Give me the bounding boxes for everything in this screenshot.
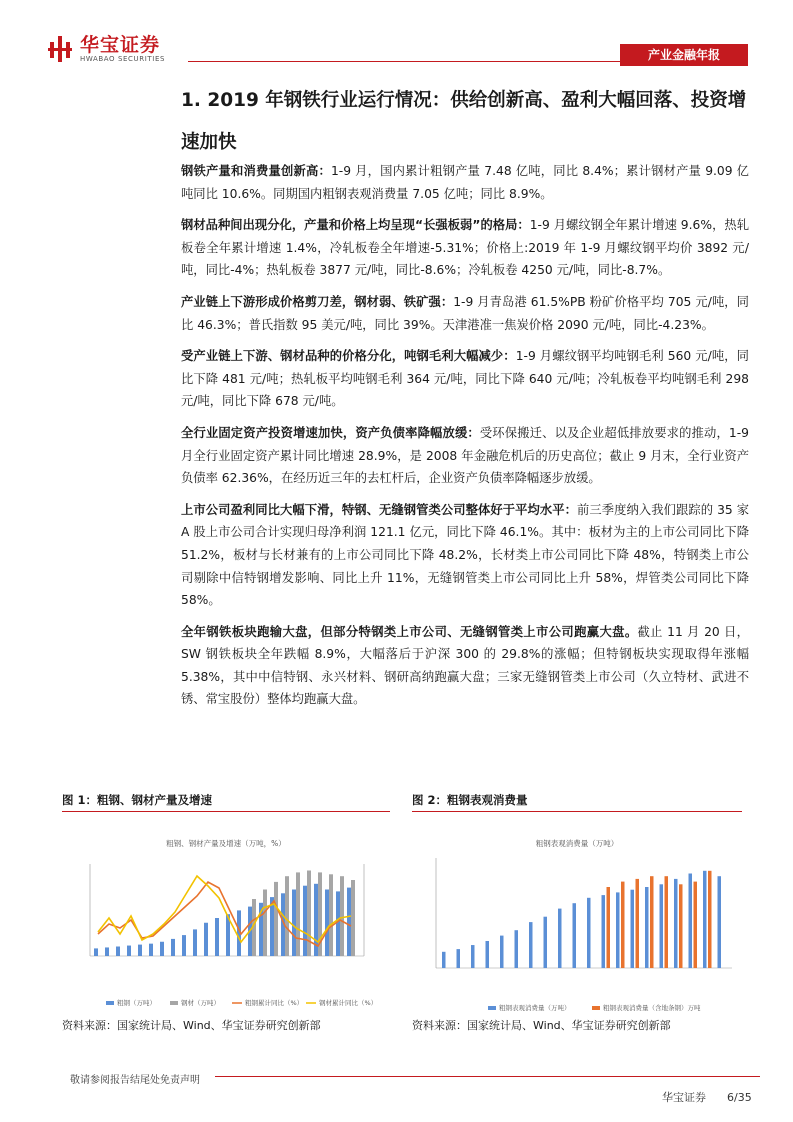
bar-crude-steel (303, 886, 307, 956)
bar-crude-steel (292, 890, 296, 957)
bar-apparent-consumption (660, 884, 664, 968)
bar-steel-products (340, 876, 344, 956)
paragraph: 钢铁产量和消费量创新高：1-9 月，国内累计粗钢产量 7.48 亿吨，同比 8.4%；累计钢材产量 9.09 亿吨同比 10.6%。同期国内粗钢表观消费量 7.05 亿吨；同比 8.9%。 (181, 164, 749, 201)
footer-page-info (662, 1089, 752, 1105)
legend-1-3: 钢材累计同比（%） (319, 999, 378, 1007)
bar-crude-steel (160, 942, 164, 956)
bar-apparent-consumption (471, 945, 475, 968)
figure-1-chart (62, 816, 390, 1014)
figure-1-caption: 图 1：粗钢、钢材产量及增速 (62, 792, 390, 812)
paragraph: 上市公司盈利同比大幅下滑，特钢、无缝钢管类公司整体好于平均水平：前三季度纳入我们跟踪的 35 家 A 股上市公司合计实现归母净利润 121.1 亿元，同比下降 46.1%。其中：板材为主的上市公司同比下降 51.2%，板材与长材兼有的上市公司同比下降 48.2%，长材类上市公司同比下降 48%，特钢类上市公司剔除中信特钢增发影响、同比上升 11%，无缝钢管类上市公司同比上升 58%，焊管类公司同比下降 58%。 (181, 502, 749, 608)
bar-apparent-consumption (558, 909, 562, 968)
bar-apparent-consumption (457, 949, 461, 968)
legend-2-0: 粗钢表观消费量（万吨） (499, 1004, 571, 1012)
bar-apparent-consumption (486, 941, 490, 968)
bar-crude-steel (336, 891, 340, 956)
figure-1-source: 资料来源：国家统计局、Wind、华宝证券研究创新部 (62, 1019, 321, 1032)
bar-crude-steel (204, 923, 208, 956)
bar-crude-steel (116, 947, 120, 957)
bar-crude-steel (193, 929, 197, 956)
header-divider (188, 61, 620, 62)
footer-disclaimer: 敬请参阅报告结尾处免责声明 (70, 1075, 200, 1086)
bar-crude-steel (182, 935, 186, 956)
bar-crude-steel (94, 948, 98, 956)
paragraph: 全年钢铁板块跑输大盘，但部分特钢类上市公司、无缝钢管类上市公司跑赢大盘。截止 11 月 20 日，SW 钢铁板块全年跌幅 8.9%，大幅落后于沪深 300 的 29.8%的涨幅；但特钢板块实现取得年涨幅 5.38%，其中中信特钢、永兴材料、钢研高纳跑赢大盘；三家无缝钢管类上市公司（久立特材、武进不锈、常宝股份）整体均跑赢大盘。 (181, 624, 749, 707)
bar-apparent-consumption (703, 871, 707, 968)
paragraph: 受产业链上下游、钢材品种的价格分化，吨钢毛利大幅减少：1-9 月螺纹钢平均吨钢毛利 560 元/吨，同比下降 481 元/吨；热轧板平均吨钢毛利 364 元/吨，同比下降 640 元/吨；冷轧板卷平均吨钢毛利 298 元/吨，同比下降 678 元/吨。 (181, 349, 749, 409)
bar-apparent-consumption-incl-scrap (636, 879, 640, 968)
bar-apparent-consumption (689, 874, 693, 969)
bar-crude-steel (149, 944, 153, 956)
bar-crude-steel (347, 888, 351, 956)
page-number: 6/35 (727, 1091, 752, 1104)
bar-apparent-consumption (529, 922, 533, 968)
bar-crude-steel (127, 946, 131, 956)
legend-2-1: 粗钢表观消费量（含地条钢）万吨 (603, 1004, 701, 1012)
bar-apparent-consumption-incl-scrap (679, 884, 683, 968)
figure-1 (62, 792, 390, 1034)
bar-crude-steel (325, 890, 329, 957)
figure-1-chart-title: 粗钢、钢材产量及增速（万吨，%） (166, 839, 286, 848)
figure-2-caption: 图 2：粗钢表观消费量 (412, 792, 742, 812)
bar-crude-steel (215, 918, 219, 956)
bar-apparent-consumption-incl-scrap (665, 876, 669, 968)
bar-apparent-consumption-incl-scrap (708, 871, 712, 968)
bar-crude-steel (171, 939, 175, 956)
logo-mark-icon (48, 34, 74, 64)
bar-steel-products (351, 880, 355, 956)
bar-apparent-consumption (602, 895, 606, 968)
bar-apparent-consumption (587, 898, 591, 968)
bar-apparent-consumption (674, 879, 678, 968)
bar-apparent-consumption (442, 952, 446, 968)
bar-crude-steel (105, 947, 109, 956)
bar-apparent-consumption-incl-scrap (607, 887, 611, 968)
figure-2 (412, 792, 742, 1034)
logo-en: HWABAO SECURITIES (80, 55, 166, 63)
legend-1-0: 粗钢（万吨） (117, 999, 156, 1007)
bar-apparent-consumption-incl-scrap (694, 882, 698, 968)
paragraph: 全行业固定资产投资增速加快，资产负债率降幅放缓：受环保搬迁、以及企业超低排放要求的推动，1-9 月全行业固定资产累计同比增速 28.9%，是 2008 年金融危机后的历史高位；截止 9 月末，全行业资产负债率 62.36%，在经历近三年的去杠杆后，企业资产负债率降幅逐步放缓。 (181, 425, 749, 486)
bar-apparent-consumption (645, 887, 649, 968)
bar-steel-products (296, 872, 300, 956)
bar-steel-products (263, 890, 267, 957)
section-title: 1. 2019 年钢铁行业运行情况：供给创新高、盈利大幅回落、投资增速加快 (181, 90, 747, 153)
footer-divider (215, 1076, 760, 1077)
footer-company: 华宝证券 (662, 1091, 706, 1104)
logo-cn: 华宝证券 (80, 34, 161, 56)
bar-steel-products (285, 876, 289, 956)
bar-apparent-consumption-incl-scrap (650, 876, 654, 968)
bar-steel-products (274, 882, 278, 956)
figure-2-source: 资料来源：国家统计局、Wind、华宝证券研究创新部 (412, 1019, 671, 1032)
figure-2-chart-title: 粗钢表观消费量（万吨） (535, 839, 619, 848)
paragraph: 产业链上下游形成价格剪刀差，钢材弱、铁矿强：1-9 月青岛港 61.5%PB 粉矿价格平均 705 元/吨，同比 46.3%；普氏指数 95 美元/吨，同比 39%。天津港准一焦炭价格 2090 元/吨，同比-4.23%。 (181, 294, 749, 332)
bar-apparent-consumption-incl-scrap (621, 882, 625, 968)
bar-apparent-consumption (544, 917, 548, 968)
bar-apparent-consumption (515, 930, 519, 968)
bar-crude-steel (138, 945, 142, 956)
bar-apparent-consumption (718, 876, 722, 968)
figure-2-chart (412, 816, 742, 1014)
body-text (181, 160, 749, 720)
bar-apparent-consumption (616, 892, 620, 968)
bar-steel-products (329, 874, 333, 956)
bar-steel-products (307, 871, 311, 957)
legend-1-2: 粗钢累计同比（%） (245, 999, 304, 1007)
legend-1-1: 钢材（万吨） (181, 999, 220, 1007)
bar-apparent-consumption (631, 890, 635, 968)
company-logo (48, 34, 165, 64)
bar-apparent-consumption (500, 936, 504, 968)
report-type-badge: 产业金融年报 (620, 44, 748, 66)
bar-apparent-consumption (573, 903, 577, 968)
paragraph: 钢材品种间出现分化，产量和价格上均呈现“长强板弱”的格局：1-9 月螺纹钢全年累计增速 9.6%，热轧板卷全年累计增速 1.4%，冷轧板卷全年增速-5.31%；价格上:2019 年 1-9 月螺纹钢平均价 3892 元/吨，同比-4%；热轧板卷 3877 元/吨，同比-8.6%；冷轧板卷 4250 元/吨，同比-8.7%。 (181, 218, 749, 278)
